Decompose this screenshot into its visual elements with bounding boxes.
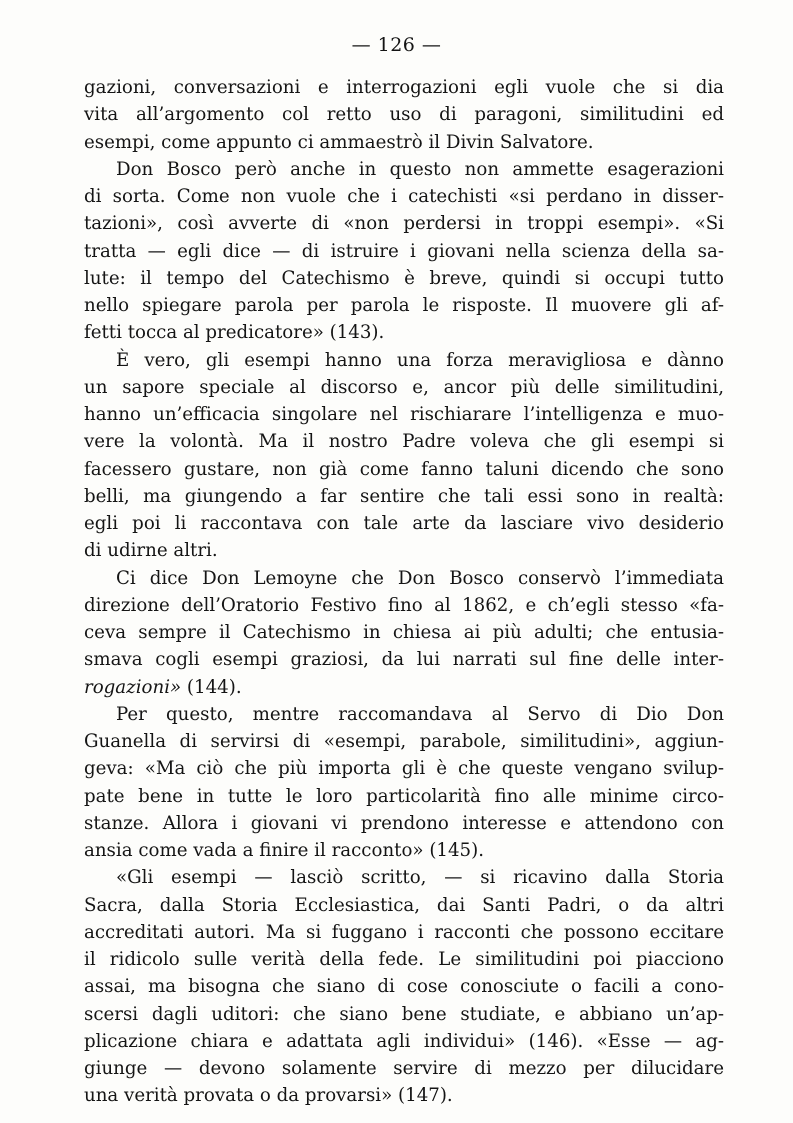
text-line: ansia come vada a finire il racconto» (145). xyxy=(84,840,485,861)
citation-fragment: (144). xyxy=(181,676,242,698)
text-line: direzione dell’Oratorio Festivo fino al 1862, e ch’egli stesso «fa- xyxy=(84,594,724,616)
text-line: egli poi li raccontava con tale arte da lasciare vivo desiderio xyxy=(84,513,724,534)
text-line: smava cogli esempi graziosi, da lui narrati sul fine delle inter- xyxy=(84,649,724,671)
text-line: hanno un’efficacia singolare nel rischiarare l’intelligenza e muo- xyxy=(84,404,724,425)
text-line: tazioni», così avverte di «non perdersi in troppi esempi». «Si xyxy=(84,213,724,235)
text-line xyxy=(84,674,724,701)
text-line: È vero, gli esempi hanno una forza meravigliosa e dànno xyxy=(116,349,724,371)
text-line: esempi, come appunto ci ammaestrò il Divin Salvatore. xyxy=(84,131,594,153)
text-line: pate bene in tutte le loro particolarità fino alle minime circo- xyxy=(84,785,724,807)
text-line: nello spiegare parola per parola le risposte. Il muovere gli af- xyxy=(84,295,724,316)
text-line: belli, ma giungendo a far sentire che tali essi sono in realtà: xyxy=(84,485,724,507)
page-number: — 126 — xyxy=(351,34,442,56)
text-line: di sorta. Come non vuole che i catechisti «si perdano in disser- xyxy=(84,186,724,207)
text-line: fetti tocca al predicatore» (143). xyxy=(84,322,385,344)
text-line: una verità provata o da provarsi» (147). xyxy=(84,1085,453,1107)
text-line: giunge — devono solamente servire di mezzo per dilucidare xyxy=(84,1058,724,1079)
text-line: Don Bosco però anche in questo non ammette esagerazioni xyxy=(116,158,724,180)
text-line: accreditati autori. Ma si fuggano i racconti che possono eccitare xyxy=(84,921,724,943)
text-line: tratta — egli dice — di istruire i giovani nella scienza della sa- xyxy=(84,240,724,262)
italic-fragment: rogazioni» xyxy=(84,676,182,698)
text-line: un sapore speciale al discorso e, ancor più delle similitudini, xyxy=(84,376,724,398)
text-line: Ci dice Don Lemoyne che Don Bosco conservò l’immediata xyxy=(116,567,724,589)
text-line: vere la volontà. Ma il nostro Padre voleva che gli esempi si xyxy=(84,431,724,453)
text-line: Sacra, dalla Storia Ecclesiastica, dai Santi Padri, o da altri xyxy=(84,894,724,916)
text-line: Per questo, mentre raccomandava al Servo di Dio Don xyxy=(116,703,724,725)
text-line: scersi dagli uditori: che siano bene studiate, e abbiano un’ap- xyxy=(84,1003,724,1025)
text-line: Guanella di servirsi di «esempi, parabole, similitudini», aggiun- xyxy=(84,731,724,752)
text-line: stanze. Allora i giovani vi prendono interesse e attendono con xyxy=(84,812,724,834)
text-line: geva: «Ma ciò che più importa gli è che queste vengano svilup- xyxy=(84,758,724,780)
text-line: gazioni, conversazioni e interrogazioni egli vuole che si dia xyxy=(84,77,724,98)
text-line: assai, ma bisogna che siano di cose conosciute o facili a cono- xyxy=(84,976,724,998)
text-line: vita all’argomento col retto uso di paragoni, similitudini ed xyxy=(84,104,724,126)
text-line: lute: il tempo del Catechismo è breve, quindi si occupi tutto xyxy=(84,267,724,289)
text-line: ceva sempre il Catechismo in chiesa ai più adulti; che entusia- xyxy=(84,622,724,643)
text-line: facessero gustare, non già come fanno taluni dicendo che sono xyxy=(84,458,724,480)
text-line: plicazione chiara e adattata agli individui» (146). «Esse — ag- xyxy=(84,1030,724,1052)
text-line: «Gli esempi — lasciò scritto, — si ricavino dalla Storia xyxy=(116,867,724,889)
text-line: il ridicolo sulle verità della fede. Le similitudini poi piacciono xyxy=(84,949,724,970)
body-text xyxy=(84,74,724,1110)
text-line: di udirne altri. xyxy=(84,540,218,562)
